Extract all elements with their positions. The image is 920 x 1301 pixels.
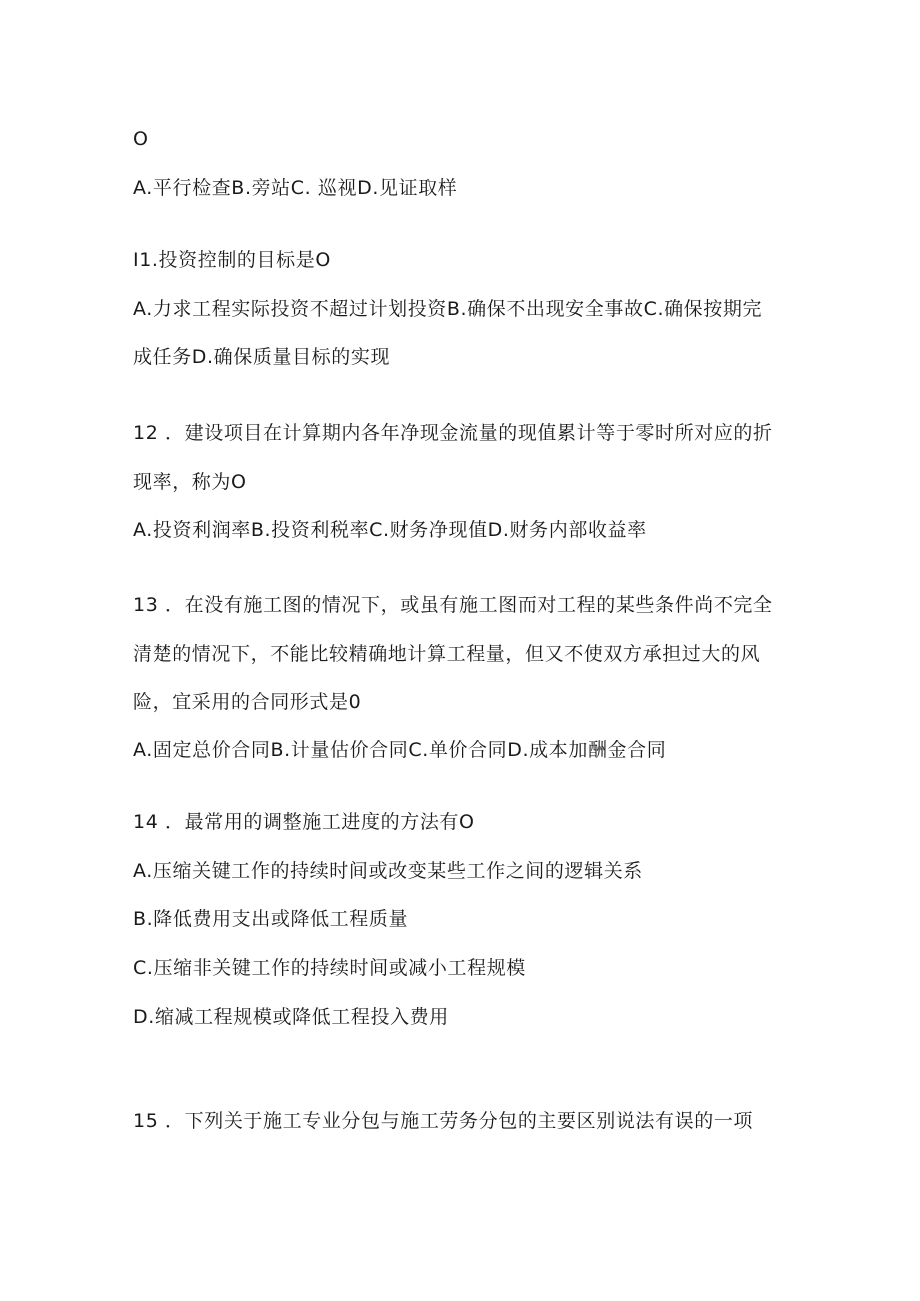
q10-stem-tail: O [133,128,149,150]
q14-option-a: A.压缩关键工作的持续时间或改变某些工作之间的逻辑关系 [133,860,643,882]
q15-stem: 15 ．下列关于施工专业分包与施工劳务分包的主要区别说法有误的一项 [133,1110,754,1132]
q12-stem-line2: 现率，称为O [133,471,247,493]
q11-options-line1: A.力求工程实际投资不超过计划投资B.确保不出现安全事故C.确保按期完 [133,298,763,320]
q14-option-d: D.缩减工程规模或降低工程投入费用 [133,1006,449,1028]
q13-options: A.固定总价合同B.计量估价合同C.单价合同D.成本加酬金合同 [133,739,667,761]
q12-options: A.投资利润率B.投资利税率C.财务净现值D.财务内部收益率 [133,519,647,541]
q10-options: A.平行检查B.旁站C. 巡视D.见证取样 [133,177,458,199]
q13-stem-line3: 险，宜采用的合同形式是0 [133,691,362,713]
q14-option-b: B.降低费用支出或降低工程质量 [133,908,409,930]
q14-option-c: C.压缩非关键工作的持续时间或减小工程规模 [133,957,526,979]
q11-stem: I1.投资控制的目标是O [133,249,331,271]
q13-stem-line2: 清楚的情况下，不能比较精确地计算工程量，但又不使双方承担过大的风 [133,643,761,665]
q13-stem-line1: 13 ．在没有施工图的情况下，或虽有施工图而对工程的某些条件尚不完全 [133,594,773,616]
q14-stem: 14 ．最常用的调整施工进度的方法有O [133,811,475,833]
q12-stem-line1: 12 ．建设项目在计算期内各年净现金流量的现值累计等于零时所对应的折 [133,422,773,444]
q11-options-line2: 成任务D.确保质量目标的实现 [133,346,391,368]
